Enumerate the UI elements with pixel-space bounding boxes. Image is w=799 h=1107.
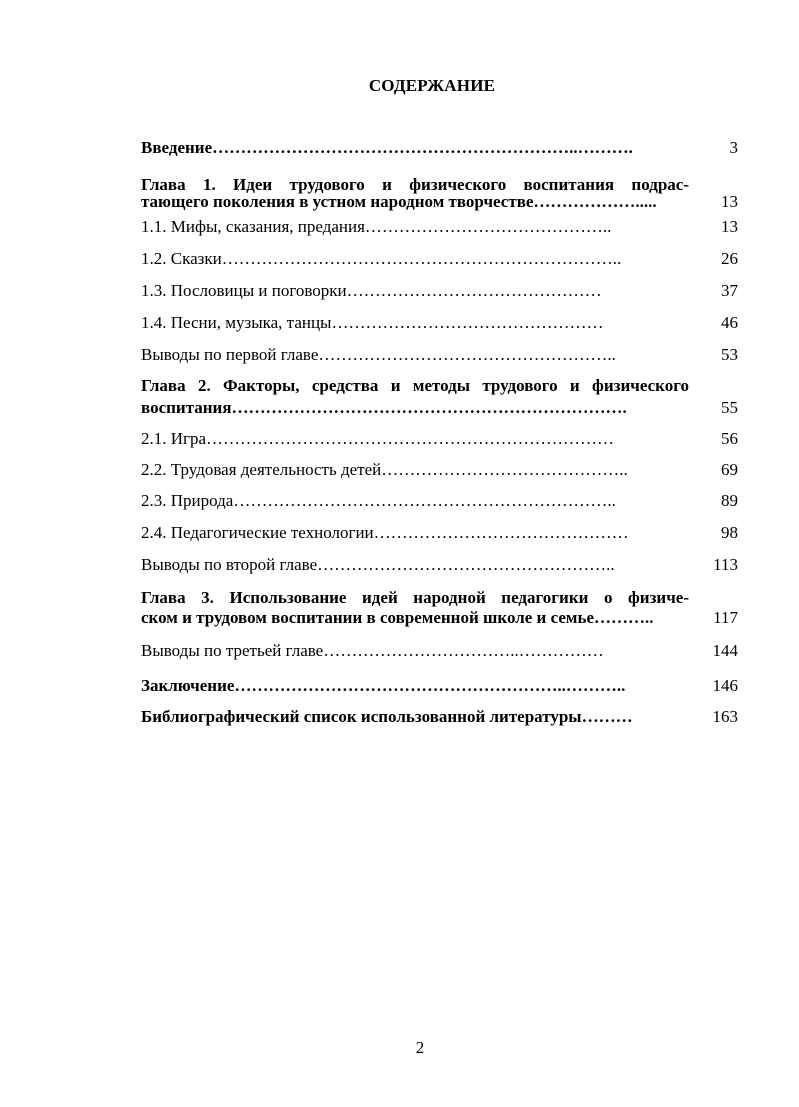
toc-entry-page: 117 [713, 608, 738, 627]
toc-entry-page: 98 [721, 523, 738, 542]
toc-entry-bibliography[interactable] [0, 705, 799, 729]
toc-entry-title: 1.4. Песни, музыка, танцы………………………………………… [141, 313, 604, 332]
toc-entry-page: 146 [712, 676, 738, 695]
toc-entry-conclusion[interactable] [0, 674, 799, 698]
toc-entry-chapter-1[interactable] [0, 190, 799, 214]
toc-entry-page: 46 [721, 313, 738, 332]
page-number: 2 [415, 1038, 425, 1057]
toc-entry-title: 2.3. Природа………………………………………………………….. [141, 491, 616, 510]
toc-entry-page: 26 [721, 249, 738, 268]
toc-entry-title: ском и трудовом воспитании в современной школе и семье……….. [141, 608, 654, 627]
toc-entry-conclusions-3[interactable] [0, 639, 799, 663]
toc-entry-page: 163 [712, 707, 738, 726]
toc-entry-conclusions-2[interactable] [0, 553, 799, 577]
toc-entry-page: 113 [713, 555, 738, 574]
toc-entry-title: воспитания……………………………………………………………. [141, 398, 627, 417]
toc-entry-page: 89 [721, 491, 738, 510]
toc-entry-1-1[interactable] [0, 215, 799, 239]
toc-entry-2-3[interactable] [0, 489, 799, 513]
toc-entry-title: Выводы по первой главе…………………………………………….. [141, 345, 616, 364]
toc-entry-2-4[interactable] [0, 521, 799, 545]
toc-entry-title: 2.1. Игра……………………………………………………………… [141, 429, 615, 448]
toc-entry-page: 13 [721, 217, 738, 236]
toc-chapter-heading-line: Глава 3. Использование идей народной педагогики о физиче- [141, 588, 689, 607]
toc-entry-page: 3 [729, 138, 738, 157]
toc-chapter-heading-line: Глава 2. Факторы, средства и методы трудового и физического [141, 376, 689, 395]
toc-entry-page: 37 [721, 281, 738, 300]
toc-entry-page: 55 [721, 398, 738, 417]
toc-entry-page: 56 [721, 429, 738, 448]
toc-entry-page: 13 [721, 192, 738, 211]
toc-entry-2-1[interactable] [0, 427, 799, 451]
toc-entry-1-3[interactable] [0, 279, 799, 303]
toc-entry-1-4[interactable] [0, 311, 799, 335]
toc-entry-page: 53 [721, 345, 738, 364]
toc-entry-title: Введение………………………………………………………..………. [141, 138, 633, 157]
toc-entry-title: Заключение…………………………………………………..……….. [141, 676, 626, 695]
toc-entry-title: 2.2. Трудовая деятельность детей…………………………………….. [141, 460, 628, 479]
toc-entry-1-2[interactable] [0, 247, 799, 271]
toc-entry-page: 144 [712, 641, 738, 660]
toc-entry-title: тающего поколения в устном народном творчестве………………..... [141, 192, 657, 211]
page-title: СОДЕРЖАНИЕ [368, 76, 496, 95]
toc-entry-title: 1.2. Сказки…………………………………………………………….. [141, 249, 622, 268]
toc-entry-title: 1.1. Мифы, сказания, предания…………………………………….. [141, 217, 612, 236]
toc-entry-title: Выводы по второй главе…………………………………………….. [141, 555, 615, 574]
toc-entry-title: 2.4. Педагогические технологии……………………………………… [141, 523, 629, 542]
toc-entry-conclusions-1[interactable] [0, 343, 799, 367]
toc-entry-title: 1.3. Пословицы и поговорки……………………………………… [141, 281, 602, 300]
toc-entry-title: Выводы по третьей главе……………………………..…………… [141, 641, 604, 660]
toc-chapter-heading-line: Глава 1. Идеи трудового и физического воспитания подрас- [141, 175, 689, 194]
toc-entry-chapter-3[interactable] [0, 606, 799, 630]
toc-entry-page: 69 [721, 460, 738, 479]
toc-entry-title: Библиографический список использованной литературы……… [141, 707, 633, 726]
toc-entry-introduction[interactable] [0, 136, 799, 160]
toc-entry-chapter-2[interactable] [0, 396, 799, 420]
toc-entry-2-2[interactable] [0, 458, 799, 482]
